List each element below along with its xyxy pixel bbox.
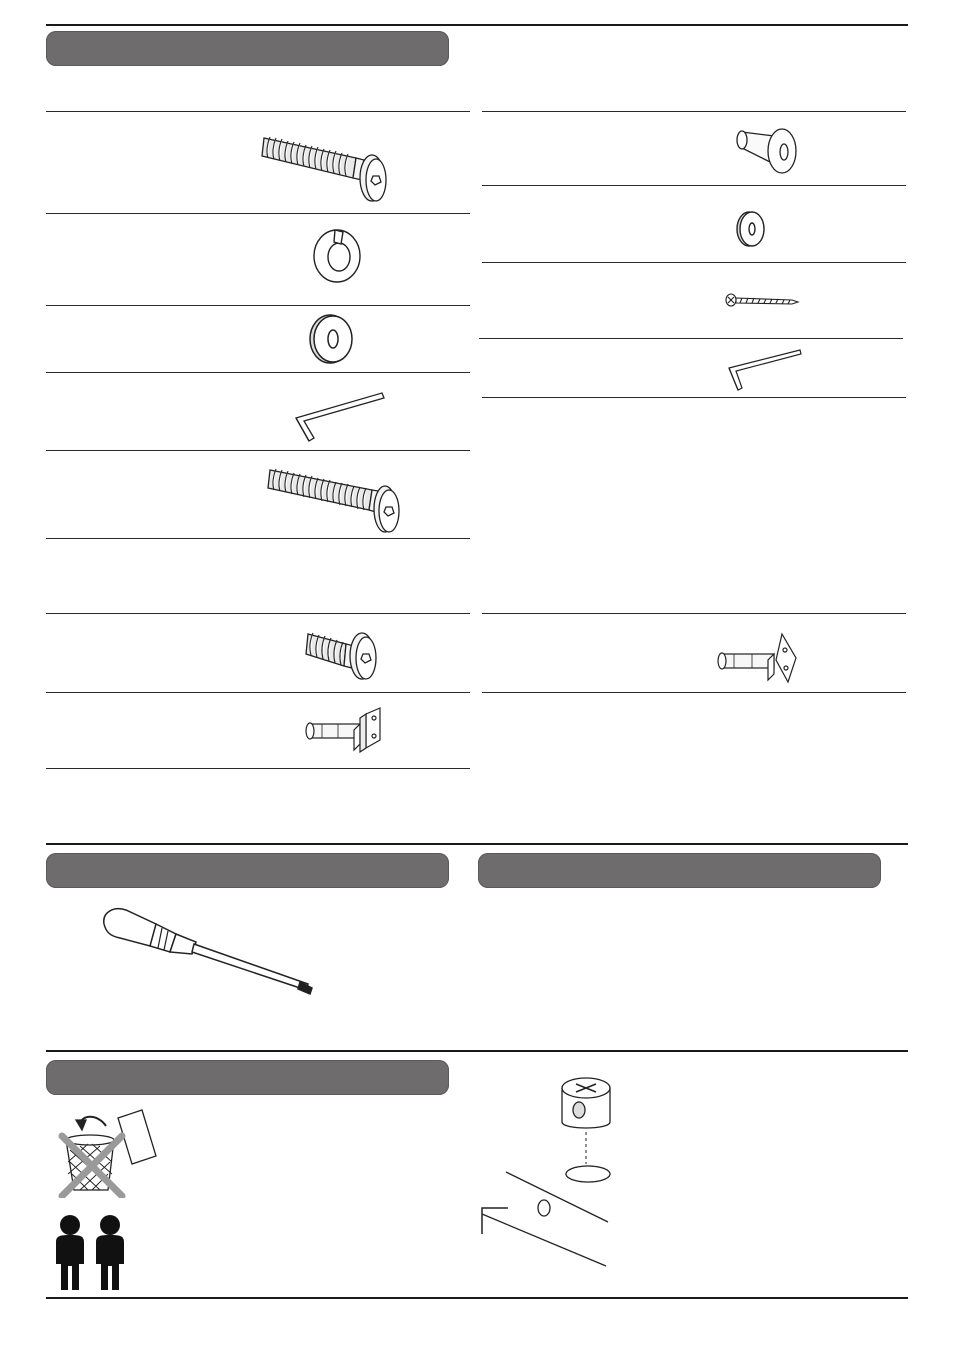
left-row-divider <box>46 305 470 306</box>
spring-washer-icon <box>305 226 365 286</box>
bottom-rule <box>46 1297 908 1299</box>
top-rule <box>46 24 908 26</box>
left-row-divider <box>46 450 470 451</box>
screwdriver-icon <box>96 902 321 998</box>
right-row-divider <box>482 111 906 112</box>
allen-key-large-icon <box>290 387 390 447</box>
left-row-divider <box>46 372 470 373</box>
tools-banner <box>46 853 449 888</box>
left-row-divider <box>46 692 470 693</box>
dispose-packaging-icon <box>52 1108 162 1198</box>
allen-key-small-icon <box>724 346 806 394</box>
two-persons-icon <box>52 1214 132 1292</box>
bracket-pin-large-icon <box>712 628 804 688</box>
left-row-divider <box>46 613 470 614</box>
right-row-divider <box>482 613 906 614</box>
long-bolt-icon <box>258 128 393 208</box>
short-bolt-icon <box>302 624 382 684</box>
notes-banner <box>46 1060 449 1095</box>
right-row-divider <box>482 185 906 186</box>
left-row-divider <box>46 111 470 112</box>
parts-banner <box>46 31 449 66</box>
tools-banner-right <box>478 853 881 888</box>
tools-top-rule <box>46 843 908 845</box>
notes-top-rule <box>46 1050 908 1052</box>
bracket-pin-icon <box>300 704 390 760</box>
extra-long-bolt-icon <box>264 462 404 540</box>
barrel-nut-insertion-diagram <box>478 1074 618 1270</box>
small-washer-icon <box>733 208 769 250</box>
right-row-divider <box>479 338 903 339</box>
flat-washer-icon <box>306 312 358 366</box>
right-row-divider <box>482 397 906 398</box>
left-row-divider <box>46 768 470 769</box>
wood-screw-icon <box>722 290 802 312</box>
right-row-divider <box>482 692 906 693</box>
right-row-divider <box>482 262 906 263</box>
left-row-divider <box>46 213 470 214</box>
barrel-nut-icon <box>734 124 804 178</box>
left-row-divider <box>46 538 470 539</box>
